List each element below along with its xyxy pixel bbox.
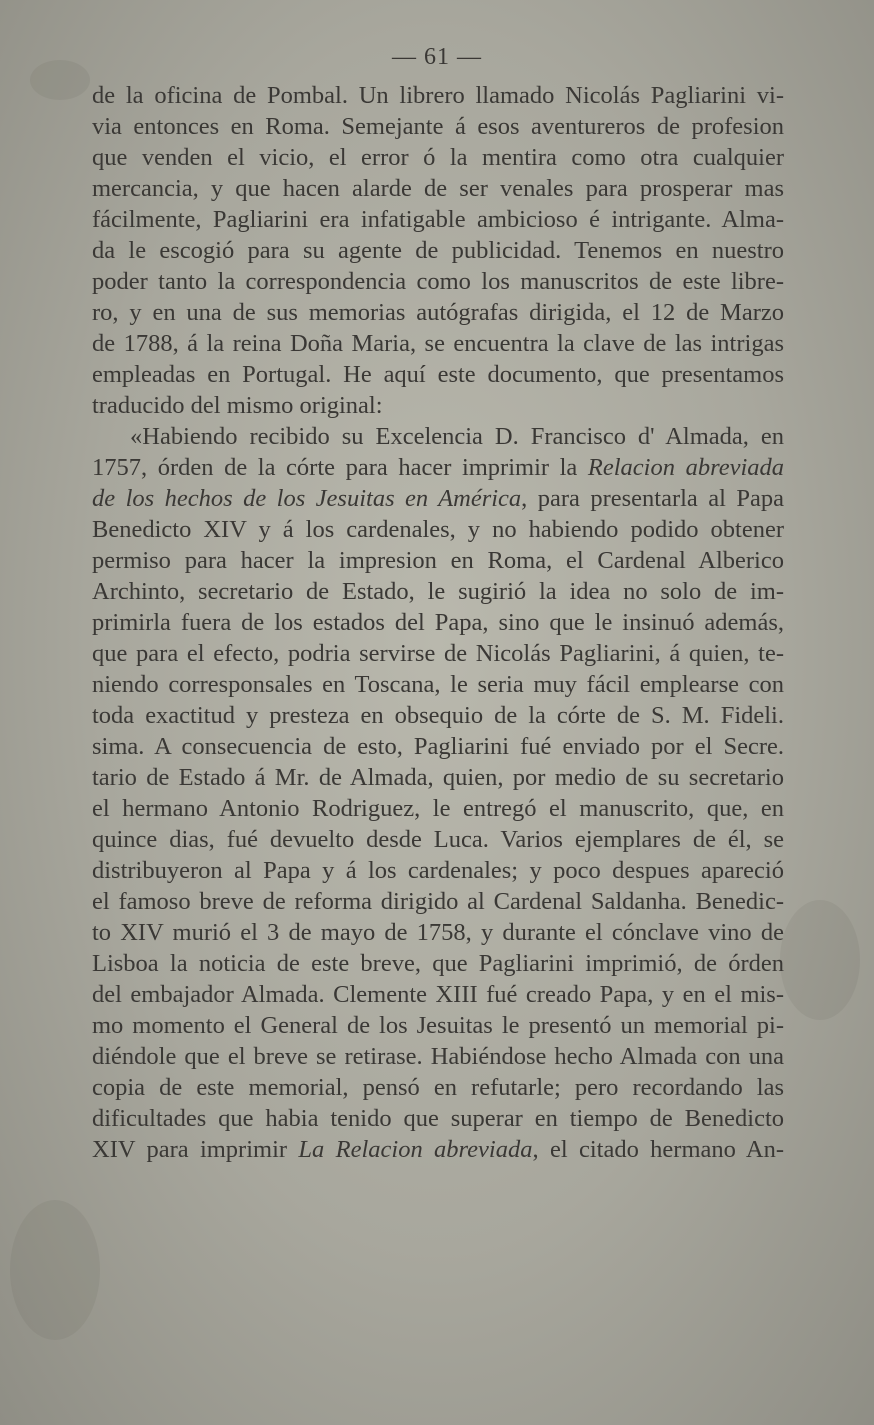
text-line: el famoso breve de reforma dirigido al Cardenal Saldanha. Benedic- bbox=[92, 888, 784, 915]
text-line: ro, y en una de sus memorias autógrafas dirigida, el 12 de Marzo bbox=[92, 299, 784, 326]
text-line: diéndole que el breve se retirase. Habiéndose hecho Almada con una bbox=[92, 1043, 784, 1070]
text-line: distribuyeron al Papa y á los cardenales; y poco despues apareció bbox=[92, 857, 784, 884]
text-line: mercancia, y que hacen alarde de ser venales para prosperar mas bbox=[92, 175, 784, 202]
text-line: fácilmente, Pagliarini era infatigable ambicioso é intrigante. Alma- bbox=[92, 206, 784, 233]
text-line: toda exactitud y presteza en obsequio de la córte de S. M. Fideli. bbox=[92, 702, 784, 729]
text-line: Lisboa la noticia de este breve, que Pagliarini imprimió, de órden bbox=[92, 950, 784, 977]
quote-opening-line: «Habiendo recibido su Excelencia D. Francisco d' Almada, en bbox=[130, 423, 784, 450]
text-line: el hermano Antonio Rodriguez, le entregó el manuscrito, que, en bbox=[92, 795, 784, 822]
text-line: permiso para hacer la impresion en Roma, el Cardenal Alberico bbox=[92, 547, 784, 574]
text-line: quince dias, fué devuelto desde Luca. Varios ejemplares de él, se bbox=[92, 826, 784, 853]
text-line: to XIV murió el 3 de mayo de 1758, y durante el cónclave vino de bbox=[92, 919, 784, 946]
book-title: La Relacion abreviada bbox=[298, 1136, 533, 1163]
text-line: del embajador Almada. Clemente XIII fué creado Papa, y en el mis- bbox=[92, 981, 784, 1008]
text-line: empleadas en Portugal. He aquí este documento, que presentamos bbox=[92, 361, 784, 388]
text-line: dificultades que habia tenido que superar en tiempo de Benedicto bbox=[92, 1105, 784, 1132]
paper-stain bbox=[780, 900, 860, 1020]
text-line: copia de este memorial, pensó en refutarle; pero recordando las bbox=[92, 1074, 784, 1101]
book-title: Relacion abreviada bbox=[587, 454, 784, 481]
text-line: de 1788, á la reina Doña Maria, se encuentra la clave de las intrigas bbox=[92, 330, 784, 357]
text-segment: 1757, órden de la córte para hacer imprimir la bbox=[92, 454, 588, 481]
text-line: que para el efecto, podria servirse de Nicolás Pagliarini, á quien, te- bbox=[92, 640, 784, 667]
text-line: que venden el vicio, el error ó la mentira como otra cualquier bbox=[92, 144, 784, 171]
text-segment: , para presentarla al Papa bbox=[521, 485, 784, 512]
text-line: poder tanto la correspondencia como los manuscritos de este libre- bbox=[92, 268, 784, 295]
text-line bbox=[92, 452, 784, 483]
page-number: — 61 — bbox=[392, 44, 482, 70]
book-title: de los hechos de los Jesuitas en América bbox=[92, 485, 522, 512]
text-line: tario de Estado á Mr. de Almada, quien, por medio de su secretario bbox=[92, 764, 784, 791]
text-line bbox=[92, 1134, 784, 1165]
text-line bbox=[92, 483, 784, 514]
text-line: traducido del mismo original: bbox=[92, 392, 383, 419]
text-line: niendo corresponsales en Toscana, le seria muy fácil emplearse con bbox=[92, 671, 784, 698]
text-segment: XIV para imprimir bbox=[92, 1136, 299, 1163]
text-line: primirla fuera de los estados del Papa, sino que le insinuó además, bbox=[92, 609, 784, 636]
text-line: de la oficina de Pombal. Un librero llamado Nicolás Pagliarini vi- bbox=[92, 82, 784, 109]
text-segment: , el citado hermano An- bbox=[532, 1136, 784, 1163]
text-line: da le escogió para su agente de publicidad. Tenemos en nuestro bbox=[92, 237, 784, 264]
text-line: Benedicto XIV y á los cardenales, y no habiendo podido obtener bbox=[92, 516, 784, 543]
text-line: mo momento el General de los Jesuitas le presentó un memorial pi- bbox=[92, 1012, 784, 1039]
text-line: sima. A consecuencia de esto, Pagliarini fué enviado por el Secre. bbox=[92, 733, 784, 760]
text-line: via entonces en Roma. Semejante á esos aventureros de profesion bbox=[92, 113, 784, 140]
body-text bbox=[92, 80, 784, 1165]
paper-stain bbox=[10, 1200, 100, 1340]
text-line: Archinto, secretario de Estado, le sugirió la idea no solo de im- bbox=[92, 578, 784, 605]
